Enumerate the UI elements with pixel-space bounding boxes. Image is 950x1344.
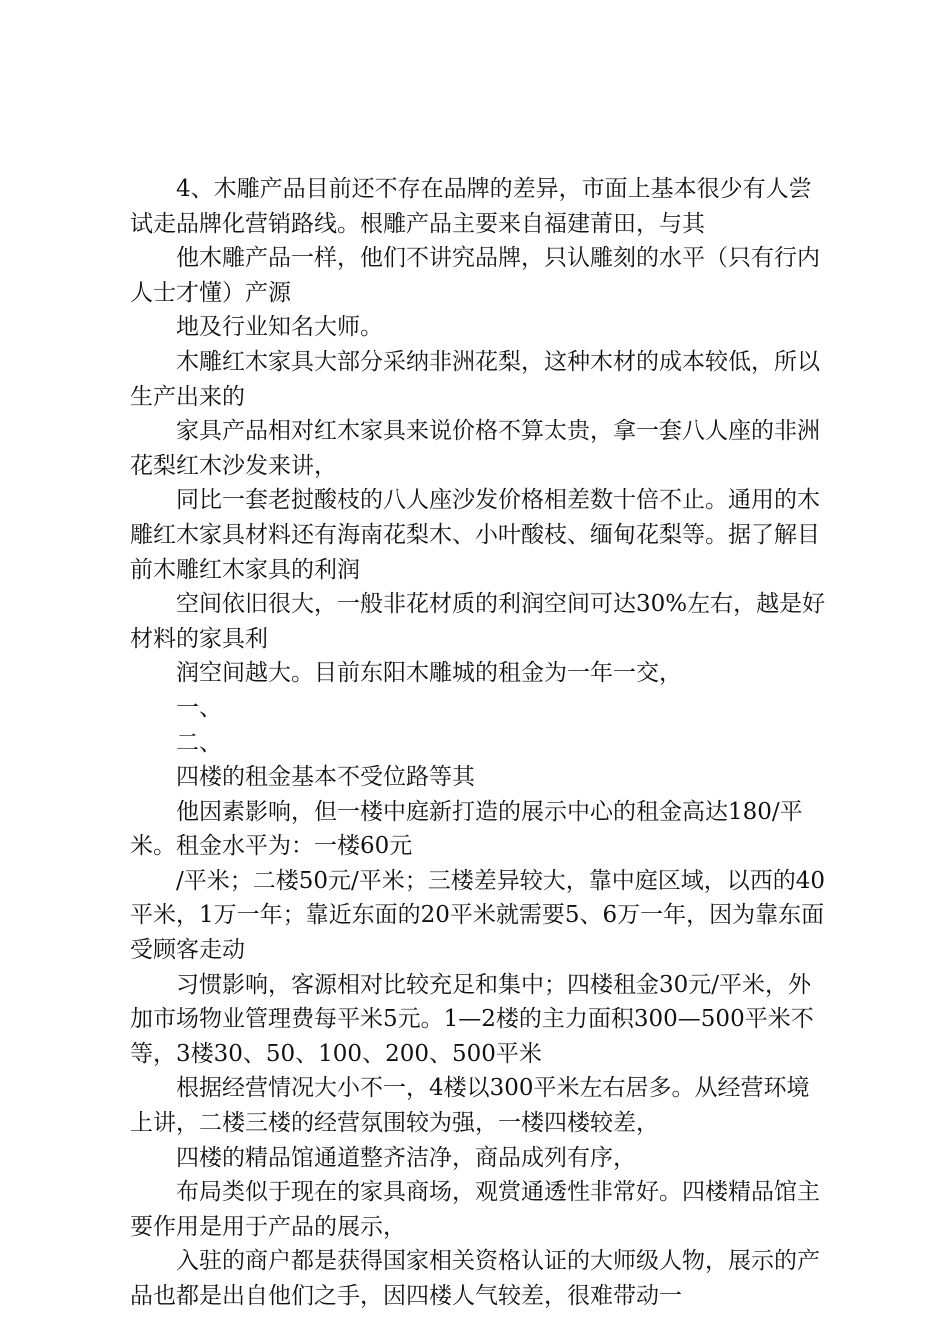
paragraph-boutique-hall: 四楼的精品馆通道整齐洁净，商品成列有序， (176, 1144, 636, 1171)
paragraph-profit-space: 空间依旧很大，一般非花材质的利润空间可达30%左右，越是好材料的家具利 (130, 591, 826, 652)
list-item-two: 二、 (176, 729, 222, 756)
paragraph-sofa-price: 家具产品相对红木家具来说价格不算太贵，拿一套八人座的非洲花梨红木沙发来讲， (130, 418, 820, 479)
paragraph-merchants: 入驻的商户都是获得国家相关资格认证的大师级人物，展示的产品也都是出自他们之手，因四楼人气较差，很难带动一 (130, 1248, 820, 1309)
paragraph-materials: 同比一套老挝酸枝的八人座沙发价格相差数十倍不止。通用的木雕红木家具材料还有海南花梨木、小叶酸枝、缅甸花梨等。据了解目前木雕红木家具的利润 (130, 487, 820, 583)
paragraph-customer-flow: 习惯影响，客源相对比较充足和集中；四楼租金30元/平米，外加市场物业管理费每平米5元。1—2楼的主力面积300—500平米不等，3楼30、50、100、200、500平米 (130, 971, 814, 1067)
paragraph-masters: 地及行业知名大师。 (176, 314, 383, 341)
body-text (130, 172, 830, 1314)
paragraph-business-environment: 根据经营情况大小不一，4楼以300平米左右居多。从经营环境上讲，二楼三楼的经营氛围较为强，一楼四楼较差， (130, 1075, 810, 1137)
paragraph-layout: 布局类似于现在的家具商场，观赏通透性非常好。四楼精品馆主要作用是用于产品的展示， (130, 1179, 820, 1240)
paragraph-carving-level: 他木雕产品一样，他们不讲究品牌，只认雕刻的水平（只有行内人士才懂）产源 (130, 245, 820, 306)
list-item-one: 一、 (176, 694, 222, 721)
paragraph-african-rosewood: 木雕红木家具大部分采纳非洲花梨，这种木材的成本较低，所以生产出来的 (130, 348, 820, 410)
paragraph-floor-rents: /平米；二楼50元/平米；三楼差异较大，靠中庭区域，以西的40平米，1万一年；靠近东面的20平米就需要5、6万一年，因为靠东面受顾客走动 (130, 867, 826, 964)
paragraph-brand-difference: 4、木雕产品目前还不存在品牌的差异，市面上基本很少有人尝试走品牌化营销路线。根雕产品主要来自福建莆田，与其 (130, 176, 812, 237)
paragraph-fourth-floor-rent: 四楼的租金基本不受位路等其 (176, 764, 475, 791)
paragraph-rent-levels: 他因素影响，但一楼中庭新打造的展示中心的租金高达180/平米。租金水平为：一楼60元 (130, 798, 803, 860)
paragraph-rent-payment: 润空间越大。目前东阳木雕城的租金为一年一交， (176, 660, 682, 687)
